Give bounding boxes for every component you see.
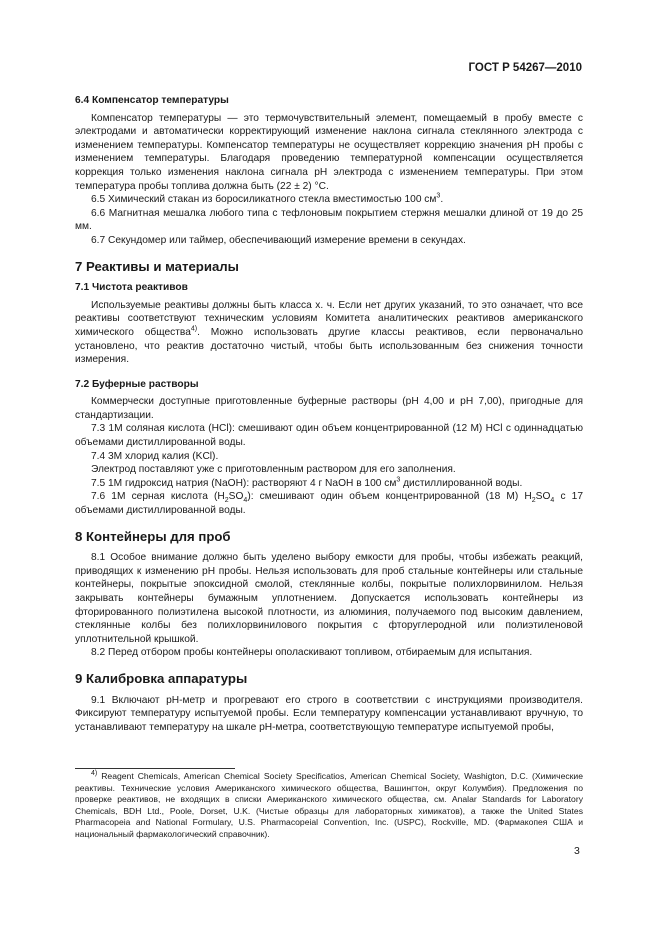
paragraph-9-1: 9.1 Включают pH-метр и прогревают его строго в соответствии с инструкциями производителя. Фиксируют температуру испытуемой пробы. Если температуру компенсации устанавливают вручную, то устанавливают температуру на шкале pH-метра, соответствующую температуре испытуемой пробы, [75,694,583,733]
paragraph-7-4: 7.4 3М хлорид калия (KCl). [91,450,219,462]
footnote-divider [75,768,235,769]
paragraph-6-6: 6.6 Магнитная мешалка любого типа с тефлоновым покрытием стержня мешалки длиной от 19 до 25 мм. [75,207,583,233]
subsection-title-7-1: 7.1 Чистота реактивов [75,282,188,294]
section-title-9: 9 Калибровка аппаратуры [75,670,248,686]
paragraph-6-5: 6.5 Химический стакан из боросиликатного стекла вместимостью 100 $см^3$. [91,192,444,206]
subsection-title-6-4: 6.4 Компенсатор температуры [75,95,229,106]
page-number: 3 [574,845,580,857]
paragraph-7-2: Коммерчески доступные приготовленные буферные растворы (pH 4,00 и pH 7,00), пригодные для стандартизации. [75,396,583,421]
paragraph-7-4-note: Электрод поставляют уже с приготовленным раствором для его заполнения. [91,464,456,476]
paragraph-8-1: 8.1 Особое внимание должно быть уделено выбору емкости для пробы, чтобы избежать реакций, приводящих к изменению pH пробы. Нельзя использовать для проб стальные контейнеры или стальные контейнеры, покрытые эпоксидной смолой, стеклянные колбы, покрытые полихлорвинилом. Нельзя закрывать контейнеры бумажным уплотнением. Допускается использовать контейнеры из фторированного полиэтилена высокой плотности, из алюминия, получаемого под высоким давлением, стеклянные колбы без полихлорвинилового покрытия с фторуглеродной или полиэтиленовой уплотнительной крышкой. [75,552,583,645]
subsection-title-7-2: 7.2 Буферные растворы [75,378,199,390]
section-title-8: 8 Контейнеры для проб [75,528,231,544]
paragraph-7-6: 7.6 1М серная кислота $(H_2SO_4)$: смешивают один объем концентрированной (18 М) $H_2SO_4$ с 17 объемами дистиллированной воды. [75,491,583,517]
section-title-7: 7 Реактивы и материалы [75,258,239,274]
footnote-text: Reagent Chemicals, American Chemical Society Specificatios, American Chemical Society, Washigton, D.C. (Химические реактивы. Технические условия Американского химического общества, Вашингтон, округ Колумбия). Предложения по проверке реактивов, не входящих в списки Американского химического общества, см. Analar Standards for Laboratory Chemicals, BDH Ltd., Poole, Dorset, U.K. (Чистые образцы для лабораторных химикатов), а также the United States Pharmacopeia and National Formulary, U.S. Pharmacopeial Convention, Inc. (USPC), Rockville, MD. (Фармакопея США и национальный фармакологический справочник). [75,771,583,839]
paragraph-6-4: Компенсатор температуры — это термочувствительный элемент, помещаемый в пробу вместе с электродами и автоматически корректирующий изменение наклона сигнала стеклянного электрода с изменением температуры. Компенсатор температуры не осуществляет коррекцию значения pH пробы с изменением температуры. Благодаря проведению температурной компенсации осуществляется коррекция только изменения наклона сигнала pH электрода с изменением температуры. При этом температура пробы топлива должна быть (22 ± 2) °С. [75,112,583,192]
paragraph-6-7: 6.7 Секундомер или таймер, обеспечивающий измерение времени в секундах. [91,234,466,246]
page-body [75,94,583,734]
paragraph-8-2: 8.2 Перед отбором пробы контейнеры ополаскивают топливом, отбираемым для испытания. [91,647,533,659]
paragraph-7-3: 7.3 1М соляная кислота (HCl): смешивают один объем концентрированной (12 М) HCl с одиннадцатью объемами дистиллированной воды. [75,423,583,449]
document-id-header: ГОСТ Р 54267—2010 [468,62,582,74]
footnote-mark: 4) [91,770,98,778]
footnote-ref[interactable]: 4) [190,325,198,333]
footnote-4 [75,771,583,841]
paragraph-7-5: 7.5 1М гидроксид натрия (NaOH): растворяют 4 г NaOH в 100 $см^3$ дистиллированной воды. [91,476,523,489]
paragraph-7-1: Используемые реактивы должны быть класса х. ч. Если нет других указаний, то это означает, что все реактивы соответствуют техническим условиям Комитета аналитических реактивов американского химического общества$^{4)}$. Можно использовать другие классы реактивов, если первоначально установлено, что реактив достаточно чистый, чтобы быть использованным без снижения точности измерения. [75,299,584,366]
